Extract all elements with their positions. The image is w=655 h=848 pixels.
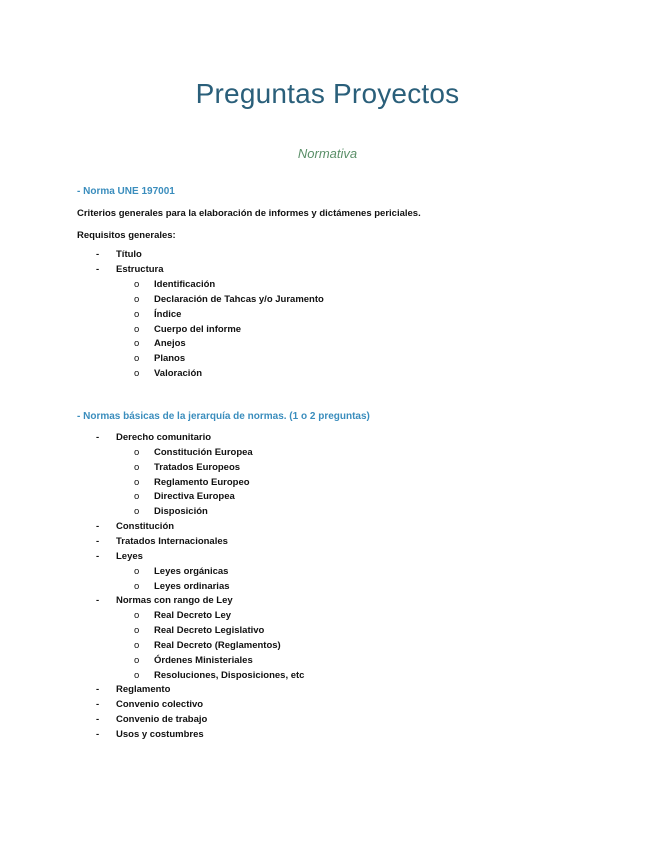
circle-bullet: o (134, 506, 140, 518)
list-item-text: Cuerpo del informe (154, 323, 242, 335)
circle-bullet: o (134, 323, 140, 335)
list-item-text: Órdenes Ministeriales (154, 654, 253, 666)
dash-bullet: - (96, 684, 100, 696)
dash-bullet: - (96, 521, 100, 533)
circle-bullet: o (134, 353, 140, 365)
list-item-text: Tratados Europeos (154, 461, 241, 473)
list-item-text: Leyes (116, 550, 143, 562)
dash-bullet: - (96, 535, 100, 547)
page-subtitle: Normativa (297, 146, 358, 161)
dash-bullet: - (96, 249, 100, 260)
list-item-text: Tratados Internacionales (116, 535, 228, 547)
dash-bullet: - (96, 729, 100, 740)
circle-bullet: o (134, 610, 140, 622)
dash-bullet: - (96, 595, 100, 607)
circle-bullet: o (134, 669, 140, 681)
circle-bullet: o (134, 293, 140, 305)
list-item-text: Derecho comunitario (116, 432, 212, 443)
circle-bullet: o (134, 461, 140, 473)
list-item-text: Anejos (154, 338, 186, 350)
list-item-text: Real Decreto Ley (154, 610, 232, 622)
circle-bullet: o (134, 446, 140, 458)
circle-bullet: o (134, 580, 140, 592)
page-title: Preguntas Proyectos (195, 78, 460, 109)
list-item-text: Convenio colectivo (116, 699, 204, 711)
list-item-text: Convenio de trabajo (116, 714, 208, 726)
section-heading-jerarquia: - Normas básicas de la jerarquía de normas. (1 o 2 preguntas) (77, 411, 370, 422)
list-item-text: Constitución Europea (154, 446, 253, 458)
list-item-text: Constitución (116, 521, 175, 533)
circle-bullet: o (134, 308, 140, 320)
list-item-text: Disposición (154, 506, 208, 518)
dash-bullet: - (96, 699, 100, 711)
list-item-text: Resoluciones, Disposiciones, etc (154, 669, 305, 681)
list-item-text: Valoración (154, 368, 203, 380)
list-item-text: Índice (154, 308, 182, 320)
list-item-text: Real Decreto Legislativo (154, 625, 265, 637)
circle-bullet: o (134, 639, 140, 651)
list-item-text: Real Decreto (Reglamentos) (154, 639, 281, 651)
circle-bullet: o (134, 565, 140, 577)
dash-bullet: - (96, 263, 100, 275)
list-item-text: Identificación (154, 278, 216, 290)
list-item-text: Reglamento (116, 684, 171, 696)
list-item-text: Directiva Europea (154, 491, 235, 503)
list-item-text: Planos (154, 353, 186, 365)
requirements-label: Requisitos generales: (77, 230, 176, 241)
list-item-text: Normas con rango de Ley (116, 595, 233, 607)
circle-bullet: o (134, 368, 140, 380)
list-item-text: Reglamento Europeo (154, 476, 250, 488)
section-heading-une: - Norma UNE 197001 (77, 186, 175, 197)
dash-bullet: - (96, 432, 100, 443)
circle-bullet: o (134, 476, 140, 488)
list-item-text: Declaración de Tahcas y/o Juramento (154, 293, 324, 305)
list-item-text: Leyes ordinarias (154, 580, 230, 592)
list-item-text: Título (116, 249, 142, 260)
circle-bullet: o (134, 338, 140, 350)
dash-bullet: - (96, 714, 100, 726)
dash-bullet: - (96, 550, 100, 562)
list-item-text: Usos y costumbres (116, 729, 204, 740)
list-item-text: Leyes orgánicas (154, 565, 229, 577)
circle-bullet: o (134, 625, 140, 637)
list-item-text: Estructura (116, 263, 164, 275)
section-description: Criterios generales para la elaboración de informes y dictámenes periciales. (77, 208, 421, 219)
circle-bullet: o (134, 491, 140, 503)
circle-bullet: o (134, 278, 140, 290)
circle-bullet: o (134, 654, 140, 666)
